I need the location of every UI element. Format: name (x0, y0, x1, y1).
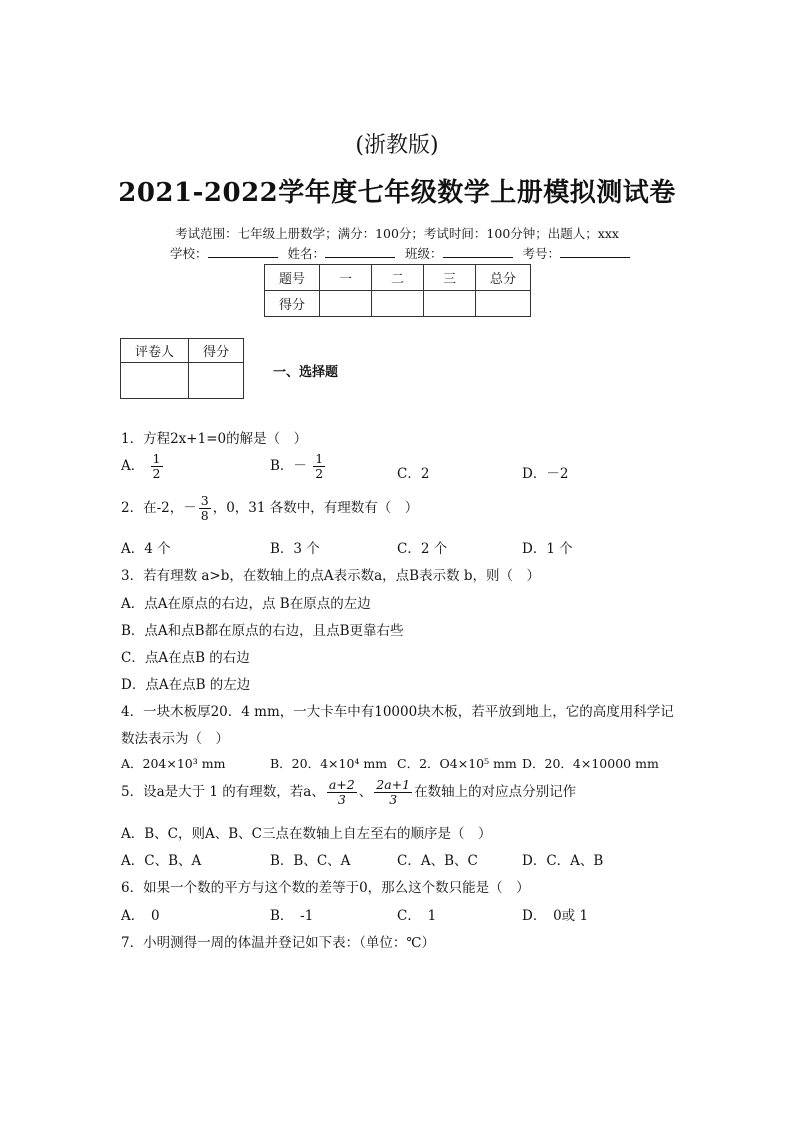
question-4-option-d[interactable]: D．20．4×10000 mm (522, 756, 659, 771)
question-5-option-a[interactable]: A．C、B、A (121, 853, 202, 869)
grader-header-cell: 评卷人 (121, 339, 189, 363)
question-3-option-a[interactable]: A．点A在原点的右边，点 B在原点的左边 (121, 596, 371, 612)
option-label: D． (522, 466, 547, 482)
question-4-stem-cont: 数法表示为（ ） (121, 731, 229, 747)
question-6-option-c[interactable]: C． 1 (397, 908, 437, 924)
score-header-cell: 二 (372, 265, 424, 291)
denominator: 2 (315, 465, 324, 481)
exam-number-label: 考号： (522, 246, 561, 261)
denominator: 3 (389, 791, 398, 807)
question-2-option-c[interactable]: C．2 个 (397, 541, 448, 557)
question-5-option-b[interactable]: B．B、C、A (270, 853, 351, 869)
denominator: 3 (337, 791, 346, 807)
fraction (151, 452, 163, 481)
question-6-option-b[interactable]: B． -1 (270, 908, 314, 924)
denominator: 2 (152, 465, 161, 481)
option-label: B． (270, 457, 294, 474)
fraction (313, 452, 325, 481)
fraction (327, 778, 357, 807)
option-text: 2 (420, 466, 430, 482)
question-7-stem: 7．小明测得一周的体温并登记如下表：（单位：℃） (121, 935, 435, 951)
score-row-label: 得分 (265, 291, 320, 317)
question-6-option-a[interactable]: A． 0 (121, 908, 160, 924)
numerator: a+2 (328, 777, 355, 792)
stem-text: ，0，31 各数中，有理数有（ ） (212, 499, 419, 516)
grader-cell[interactable] (121, 363, 189, 399)
class-field[interactable] (443, 245, 513, 258)
score-header-cell: 三 (424, 265, 476, 291)
score-cell[interactable] (320, 291, 372, 317)
question-5-option-c[interactable]: C．A、B、C (397, 853, 478, 869)
question-1-stem: 1．方程2x+1=0的解是（ ） (121, 431, 308, 447)
question-3-option-b[interactable]: B．点A和点B都在原点的右边，且点B更靠右些 (121, 623, 404, 639)
score-cell[interactable] (476, 291, 531, 317)
exam-info: 考试范围：七年级上册数学；满分：100分；考试时间：100分钟；出题人；xxx (175, 226, 619, 241)
question-4-option-c[interactable]: C．2．O4×10⁵ mm (397, 756, 517, 771)
grader-header-cell: 得分 (189, 339, 244, 363)
question-5-stem-cont: A．B、C，则A、B、C三点在数轴上自左至右的顺序是（ ） (121, 826, 492, 842)
class-label: 班级： (405, 246, 443, 261)
score-cell[interactable] (372, 291, 424, 317)
question-2-option-a[interactable]: A．4 个 (121, 541, 171, 557)
question-4-option-b[interactable]: B．20．4×10⁴ mm (270, 756, 388, 771)
score-header-cell: 总分 (476, 265, 531, 291)
stem-text: 5．设a是大于 1 的有理数，若a、 (121, 783, 325, 800)
fraction (199, 494, 211, 523)
stem-text: 、 (358, 783, 373, 800)
stem-text: 在数轴上的对应点分别记作 (414, 783, 577, 800)
question-1-option-a[interactable] (121, 452, 165, 481)
question-1-option-d[interactable] (522, 462, 568, 482)
question-3-option-d[interactable]: D．点A在点B 的左边 (121, 677, 251, 693)
stem-text: 2．在-2，－ (121, 499, 197, 516)
exam-number-field[interactable] (560, 245, 630, 258)
denominator: 8 (200, 507, 209, 523)
question-5-stem (121, 778, 576, 807)
numerator: 1 (152, 451, 161, 466)
question-4-option-a[interactable]: A．204×10³ mm (121, 756, 226, 771)
edition-label: (浙教版) (355, 133, 439, 158)
question-3-option-c[interactable]: C．点A在点B 的右边 (121, 650, 250, 666)
numerator: 1 (315, 451, 324, 466)
score-header-cell: 一 (320, 265, 372, 291)
name-label: 姓名： (287, 246, 326, 261)
student-fields (170, 244, 630, 262)
question-1-option-c[interactable] (397, 462, 429, 482)
numerator: 2a+1 (376, 777, 411, 792)
question-1-option-b[interactable] (270, 452, 327, 481)
score-table (264, 264, 531, 317)
numerator: 3 (200, 493, 209, 508)
exam-title: 2021-2022学年度七年级数学上册模拟测试卷 (118, 178, 676, 208)
grader-table (120, 338, 244, 399)
minus-sign: － (293, 457, 307, 474)
question-6-stem: 6．如果一个数的平方与这个数的差等于0，那么这个数只能是（ ） (121, 880, 530, 896)
score-header-cell: 题号 (265, 265, 320, 291)
school-label: 学校： (170, 246, 208, 261)
score-cell[interactable] (424, 291, 476, 317)
question-2-stem (121, 494, 418, 523)
fraction (374, 778, 412, 807)
question-6-option-d[interactable]: D． 0或 1 (522, 908, 589, 924)
grader-cell[interactable] (189, 363, 244, 399)
question-3-stem: 3．若有理数 a>b，在数轴上的点A表示数a，点B表示数 b，则（ ） (121, 568, 541, 584)
school-field[interactable] (208, 245, 278, 258)
option-text: －2 (546, 466, 569, 482)
question-2-option-d[interactable]: D．1 个 (522, 541, 573, 557)
question-4-stem: 4．一块木板厚20．4 mm，一大卡车中有10000块木板，若平放到地上，它的高度用科学记 (121, 704, 674, 720)
question-5-option-d[interactable]: D．C．A、B (522, 853, 604, 869)
section-title: 一、选择题 (273, 365, 339, 380)
question-2-option-b[interactable]: B．3 个 (270, 541, 320, 557)
option-label: A． (121, 457, 145, 474)
option-label: C． (397, 466, 421, 482)
name-field[interactable] (325, 245, 395, 258)
